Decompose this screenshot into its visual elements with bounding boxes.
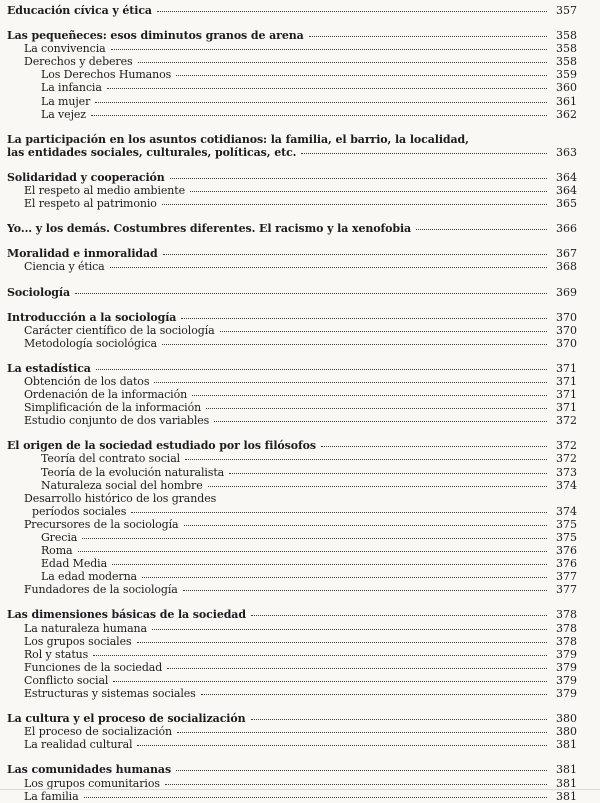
dot-leader [111,49,547,50]
toc-entry [7,247,577,260]
dot-leader [176,75,547,76]
toc-entry-page-number: 379 [556,687,577,701]
toc-entry-page-number: 369 [556,285,577,299]
toc-entry [7,362,577,375]
section-gap [7,274,577,286]
dot-leader [167,668,547,669]
toc-entry-page-number: 378 [556,621,577,635]
toc-entry [7,725,577,738]
dot-leader [110,267,547,268]
dot-leader [321,446,547,447]
toc-entry-page-number: 364 [556,170,577,184]
toc-entry-page-number: 379 [556,660,577,674]
toc-entry-label: El proceso de socialización [24,725,173,739]
dot-leader [208,486,547,487]
dot-leader [183,590,547,591]
toc-entry-label: La cultura y el proceso de socialización [7,712,246,726]
toc-entry-label: Teoría de la evolución naturalista [41,465,225,479]
toc-entry-label: Edad Media [41,557,108,571]
toc-entry-page-number: 381 [556,763,577,777]
toc-entry-page-number: 375 [556,531,577,544]
dot-leader [96,369,547,370]
toc-entry [7,518,577,531]
toc-entry-label: Roma [41,544,73,558]
toc-entry [7,222,577,235]
toc-entry [7,414,577,427]
toc-entry-page-number: 376 [556,557,577,571]
toc-entry [7,557,577,570]
toc-entry-label: Las dimensiones básicas de la sociedad [7,608,246,622]
toc-entry-page-number: 381 [556,738,577,752]
toc-entry-page-number: 364 [556,184,577,198]
toc-entry-page-number: 370 [556,310,577,324]
toc-entry [7,4,577,17]
dot-leader [251,615,547,616]
toc-entry-label: La realidad cultural [24,738,133,752]
section-gap [7,159,577,171]
toc-entry-page-number: 377 [556,570,577,584]
toc-entry [7,583,577,596]
toc-entry-label: La infancia [41,81,102,95]
toc-entry-page-number: 371 [556,388,577,402]
dot-leader [165,784,547,785]
toc-entry-label: Ordenación de la información [24,388,188,402]
toc-entry [7,401,577,414]
section-gap [7,350,577,362]
toc-entry-label: El respeto al medio ambiente [24,184,186,198]
section-gap [7,210,577,222]
toc-entry-label: Conflicto social [24,673,109,687]
toc-entry-label: Desarrollo histórico de los grandes [24,491,217,505]
dot-leader [107,88,547,89]
toc-entry [7,388,577,401]
toc-entry [7,95,577,108]
toc-entry-label: Metodología sociológica [24,336,157,350]
toc-entry-page-number: 373 [556,465,577,479]
toc-entry [7,608,577,621]
toc-entry-label: Grecia [41,531,78,544]
toc-entry-label: Las pequeñeces: esos diminutos granos de arena [7,29,304,43]
toc-entry-page-number: 367 [556,247,577,261]
toc-entry [7,184,577,197]
toc-entry [7,171,577,184]
toc-entry [7,439,577,452]
toc-entry-page-number: 358 [556,42,577,56]
toc-list [7,4,577,803]
toc-entry-label: La convivencia [24,42,106,56]
section-gap [7,700,577,712]
dot-leader [112,564,547,565]
toc-entry-label: La familia [24,789,79,803]
toc-entry-page-number: 370 [556,323,577,337]
toc-entry [7,68,577,81]
dot-leader [142,577,547,578]
toc-entry [7,260,577,273]
dot-leader [206,408,547,409]
toc-entry-label: Ciencia y ética [24,260,105,274]
toc-entry [7,286,577,299]
dot-leader [138,62,547,63]
toc-entry-label: Solidaridad y cooperación [7,170,165,184]
toc-entry-label: La vejez [41,107,86,121]
dot-leader [170,178,547,179]
dot-leader [163,254,547,255]
toc-entry [7,674,577,687]
toc-entry-label: Carácter científico de la sociología [24,323,215,337]
section-gap [7,235,577,247]
toc-entry-page-number: 376 [556,544,577,558]
dot-leader [113,681,547,682]
toc-entry-page-number: 381 [556,776,577,790]
toc-entry-page-number: 372 [556,452,577,466]
toc-entry-label: Fundadores de la sociología [24,583,178,597]
toc-entry [7,777,577,790]
toc-entry-page-number: 374 [556,504,577,518]
toc-entry-page-number: 371 [556,401,577,415]
dot-leader [176,770,547,771]
toc-entry-label: las entidades sociales, culturales, políticas, etc. [7,145,297,159]
toc-entry-label: Teoría del contrato social [41,452,181,466]
toc-entry-page-number: 372 [556,439,577,453]
toc-entry-page-number: 372 [556,414,577,428]
toc-entry [7,687,577,700]
dot-leader [181,318,547,319]
dot-leader [229,473,547,474]
dot-leader [251,719,548,720]
dot-leader [162,204,547,205]
toc-entry [7,108,577,121]
dot-leader [157,11,547,12]
dot-leader [416,229,547,230]
dot-leader [220,331,547,332]
dot-leader [184,525,548,526]
dot-leader [84,797,547,798]
toc-entry [7,375,577,388]
toc-entry [7,42,577,55]
toc-entry [7,324,577,337]
toc-entry [7,570,577,583]
toc-entry-page-number: 375 [556,517,577,531]
toc-entry-label: El origen de la sociedad estudiado por los filósofos [7,439,316,453]
dot-leader [192,395,547,396]
toc-entry-label: Estructuras y sistemas sociales [24,687,196,701]
toc-entry [7,337,577,350]
section-gap [7,121,577,133]
section-gap [7,751,577,763]
toc-entry [7,712,577,725]
dot-leader [185,459,547,460]
toc-entry [7,55,577,68]
toc-entry-page-number: 379 [556,647,577,661]
toc-entry [7,544,577,557]
toc-entry-label: Yo... y los demás. Costumbres diferentes. El racismo y la xenofobia [7,222,412,236]
toc-entry-label: Introducción a la sociología [7,310,177,324]
section-gap [7,299,577,311]
section-gap [7,427,577,439]
section-gap [7,17,577,29]
toc-entry-label: Educación cívica y ética [7,4,152,17]
toc-entry-page-number: 378 [556,608,577,622]
toc-entry [7,635,577,648]
section-gap [7,596,577,608]
dot-leader [95,102,547,103]
toc-entry-page-number: 380 [556,725,577,739]
toc-entry [7,648,577,661]
toc-entry-label: Precursores de la sociología [24,517,179,531]
toc-entry-label: La edad moderna [41,570,138,584]
scan-artifact-line [0,789,600,790]
dot-leader [137,745,547,746]
toc-entry-label: Los grupos sociales [24,634,132,648]
toc-entry-label: Naturaleza social del hombre [41,478,203,492]
toc-entry-page-number: 378 [556,634,577,648]
toc-entry-page-number: 357 [556,4,577,17]
dot-leader [91,115,547,116]
toc-entry-label: La naturaleza humana [24,621,148,635]
dot-leader [162,344,547,345]
dot-leader [190,191,547,192]
toc-entry-label: El respeto al patrimonio [24,197,157,211]
toc-entry-page-number: 363 [556,145,577,159]
toc-entry-label: La participación en los asuntos cotidianos: la familia, el barrio, la localidad, [7,132,469,146]
toc-entry-page-number: 358 [556,55,577,69]
toc-entry-page-number: 380 [556,712,577,726]
dot-leader [131,512,547,513]
toc-entry-page-number: 371 [556,361,577,375]
toc-entry [7,505,577,518]
toc-entry-label: Las comunidades humanas [7,763,172,777]
dot-leader [152,629,547,630]
toc-entry-label: La estadística [7,361,91,375]
toc-entry [7,133,577,146]
toc-entry [7,452,577,465]
toc-entry-page-number: 359 [556,68,577,82]
dot-leader [214,421,547,422]
toc-entry [7,661,577,674]
toc-entry [7,622,577,635]
toc-entry-label: Simplificación de la información [24,401,202,415]
toc-entry-label: La mujer [41,94,91,108]
toc-entry-page-number: 368 [556,260,577,274]
toc-entry-page-number: 365 [556,197,577,211]
dot-leader [154,382,547,383]
toc-entry-page-number: 370 [556,336,577,350]
toc-entry-page-number: 358 [556,29,577,43]
toc-entry-page-number: 374 [556,478,577,492]
toc-entry-label: Los grupos comunitarios [24,776,160,790]
dot-leader [137,642,547,643]
toc-entry [7,146,577,159]
toc-entry-label: Estudio conjunto de dos variables [24,414,210,428]
toc-entry-label: Derechos y deberes [24,55,133,69]
toc-entry [7,81,577,94]
toc-entry-page-number: 371 [556,374,577,388]
toc-entry-label: períodos sociales [32,504,127,518]
toc-entry [7,492,577,505]
toc-entry [7,763,577,776]
toc-entry-label: Obtención de los datos [24,374,150,388]
toc-entry-page-number: 362 [556,107,577,121]
toc-entry [7,738,577,751]
dot-leader [177,732,547,733]
toc-entry-label: Rol y status [24,647,89,661]
toc-entry-page-number: 377 [556,583,577,597]
toc-entry-page-number: 361 [556,94,577,108]
dot-leader [201,694,547,695]
toc-entry [7,790,577,803]
toc-entry [7,466,577,479]
dot-leader [75,293,547,294]
toc-entry [7,29,577,42]
dot-leader [78,551,548,552]
toc-entry-page-number: 360 [556,81,577,95]
toc-entry [7,197,577,210]
dot-leader [301,153,547,154]
toc-entry [7,311,577,324]
toc-entry-page-number: 366 [556,222,577,236]
toc-entry [7,479,577,492]
dot-leader [82,538,547,539]
dot-leader [93,655,547,656]
toc-entry-label: Sociología [7,285,71,299]
toc-entry-label: Los Derechos Humanos [41,68,172,82]
dot-leader [309,36,547,37]
toc-entry-label: Moralidad e inmoralidad [7,247,158,261]
toc-entry-page-number: 381 [556,789,577,803]
toc-entry-page-number: 379 [556,673,577,687]
toc-entry [7,531,577,544]
toc-entry-label: Funciones de la sociedad [24,660,163,674]
